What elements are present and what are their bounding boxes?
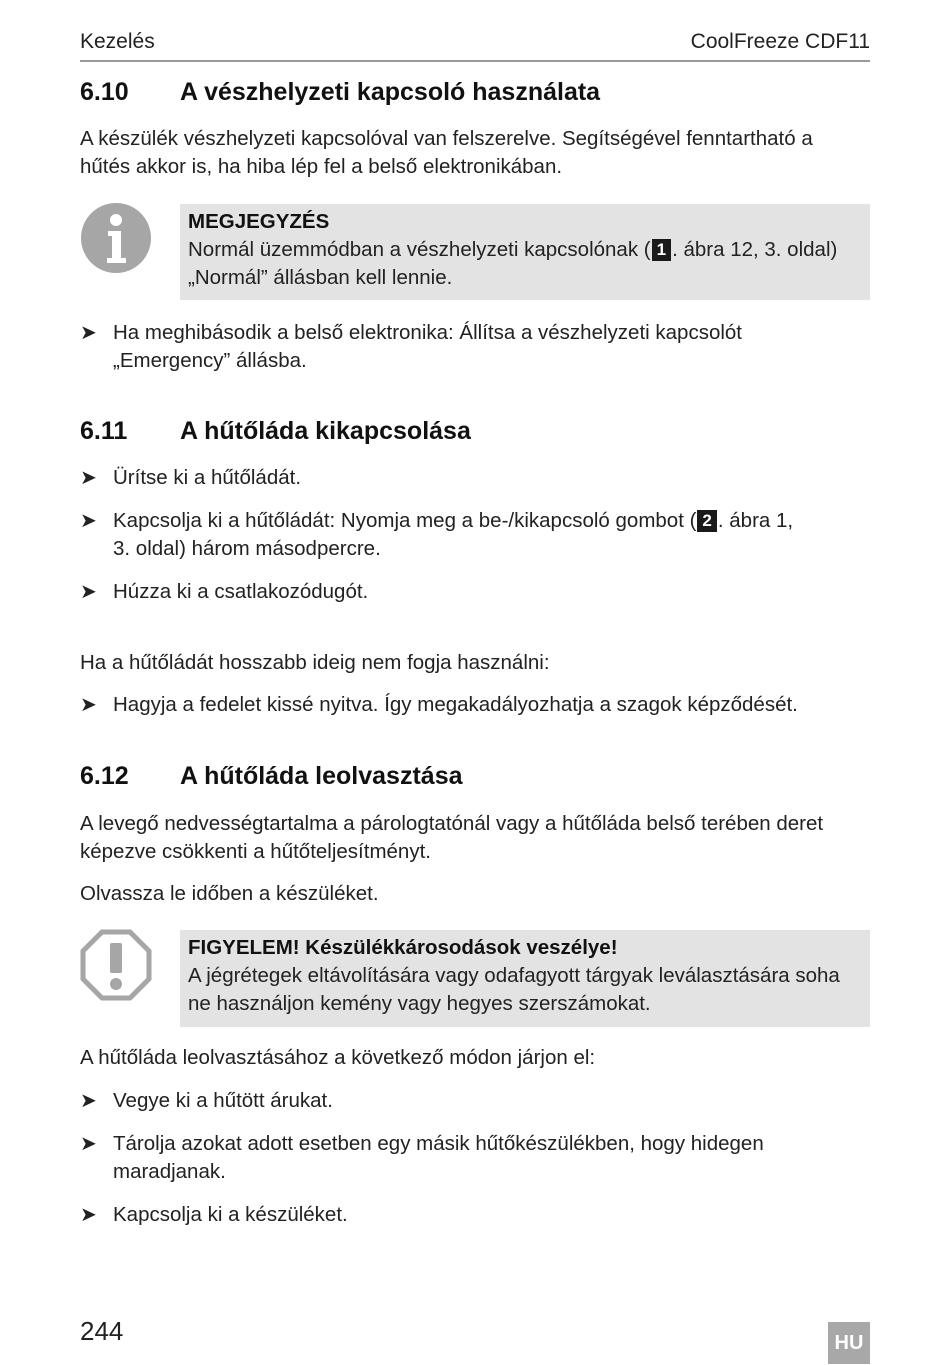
arrow-bullet-icon: ➤: [80, 322, 97, 344]
text-line: [113, 507, 853, 535]
text-line: hűtés akkor is, ha hiba lép fel a belső elektronikában.: [80, 155, 563, 178]
note-text-part: Normál üzemmódban a vészhelyzeti kapcsolónak (: [188, 238, 651, 261]
text-line: ne használjon kemény vagy hegyes szerszámokat.: [188, 992, 651, 1015]
warning-title: FIGYELEM! Készülékkárosodások veszélye!: [188, 936, 618, 959]
list-item-text: Vegye ki a hűtött árukat.: [113, 1089, 333, 1112]
list-item-text: Húzza ki a csatlakozódugót.: [113, 580, 369, 603]
note-line-2: „Normál” állásban kell lennie.: [188, 266, 453, 289]
s612-steps-intro: A hűtőláda leolvasztásához a következő módon járjon el:: [80, 1046, 596, 1069]
text-line: A levegő nedvességtartalma a párologtatónál vagy a hűtőláda belső terében deret: [80, 812, 824, 835]
text-line: 3. oldal) három másodpercre.: [113, 537, 381, 560]
page-number: 244: [80, 1316, 124, 1346]
text-line: A készülék vészhelyzeti kapcsolóval van felszerelve. Segítségével fenntartható a: [80, 127, 813, 150]
list-item-text: Hagyja a fedelet kissé nyitva. Így megakadályozhatja a szagok képződését.: [113, 693, 798, 716]
warning-box: [180, 930, 870, 1027]
header-product: CoolFreeze CDF11: [690, 30, 870, 53]
figure-ref-badge: 2: [697, 510, 716, 532]
list-item-text: Ürítse ki a hűtőládát.: [113, 466, 302, 489]
running-header: [80, 28, 870, 62]
arrow-bullet-icon: ➤: [80, 510, 97, 532]
arrow-bullet-icon: ➤: [80, 467, 97, 489]
text-line: A jégrétegek eltávolítására vagy odafagyott tárgyak leválasztására soha: [188, 964, 840, 987]
heading-title: A hűtőláda kikapcsolása: [180, 417, 471, 445]
text-line: maradjanak.: [113, 1160, 226, 1183]
manual-page: [80, 0, 870, 1365]
figure-ref-badge: 1: [652, 239, 671, 261]
text-part: Kapcsolja ki a hűtőládát: Nyomja meg a be-/kikapcsoló gombot (: [113, 509, 697, 532]
arrow-bullet-icon: ➤: [80, 694, 97, 716]
list-item-text: Kapcsolja ki a készüléket.: [113, 1203, 348, 1226]
heading-title: A vészhelyzeti kapcsoló használata: [180, 78, 601, 106]
arrow-bullet-icon: ➤: [80, 1133, 97, 1155]
s612-intro: [80, 810, 870, 866]
arrow-bullet-icon: ➤: [80, 1204, 97, 1226]
info-icon: [80, 202, 152, 274]
heading-number: 6.12: [80, 762, 129, 790]
note-text: [188, 236, 864, 292]
warning-text: [188, 962, 864, 1018]
text-part: . ábra 1,: [717, 509, 794, 532]
note-line-1: [188, 236, 864, 264]
heading-title: A hűtőláda leolvasztása: [180, 762, 463, 790]
note-text-part: . ábra 12, 3. oldal): [672, 238, 838, 261]
text-line: Tárolja azokat adott esetben egy másik hűtőkészülékben, hogy hidegen: [113, 1132, 764, 1155]
arrow-bullet-icon: ➤: [80, 1090, 97, 1112]
s610-intro: [80, 125, 870, 181]
language-badge: HU: [828, 1322, 870, 1364]
s612-paragraph: Olvassza le időben a készüléket.: [80, 882, 379, 905]
note-box: [180, 204, 870, 300]
arrow-bullet-icon: ➤: [80, 581, 97, 603]
s611-paragraph: Ha a hűtőládát hosszabb ideig nem fogja használni:: [80, 651, 550, 674]
header-section: Kezelés: [80, 30, 155, 53]
note-title: MEGJEGYZÉS: [188, 210, 330, 233]
text-line: „Emergency” állásba.: [113, 349, 307, 372]
warning-icon: [80, 929, 152, 1001]
heading-number: 6.10: [80, 78, 129, 106]
text-line: Ha meghibásodik a belső elektronika: Állítsa a vészhelyzeti kapcsolót: [113, 321, 742, 344]
heading-number: 6.11: [80, 417, 128, 445]
text-line: képezve csökkenti a hűtőteljesítményt.: [80, 840, 431, 863]
